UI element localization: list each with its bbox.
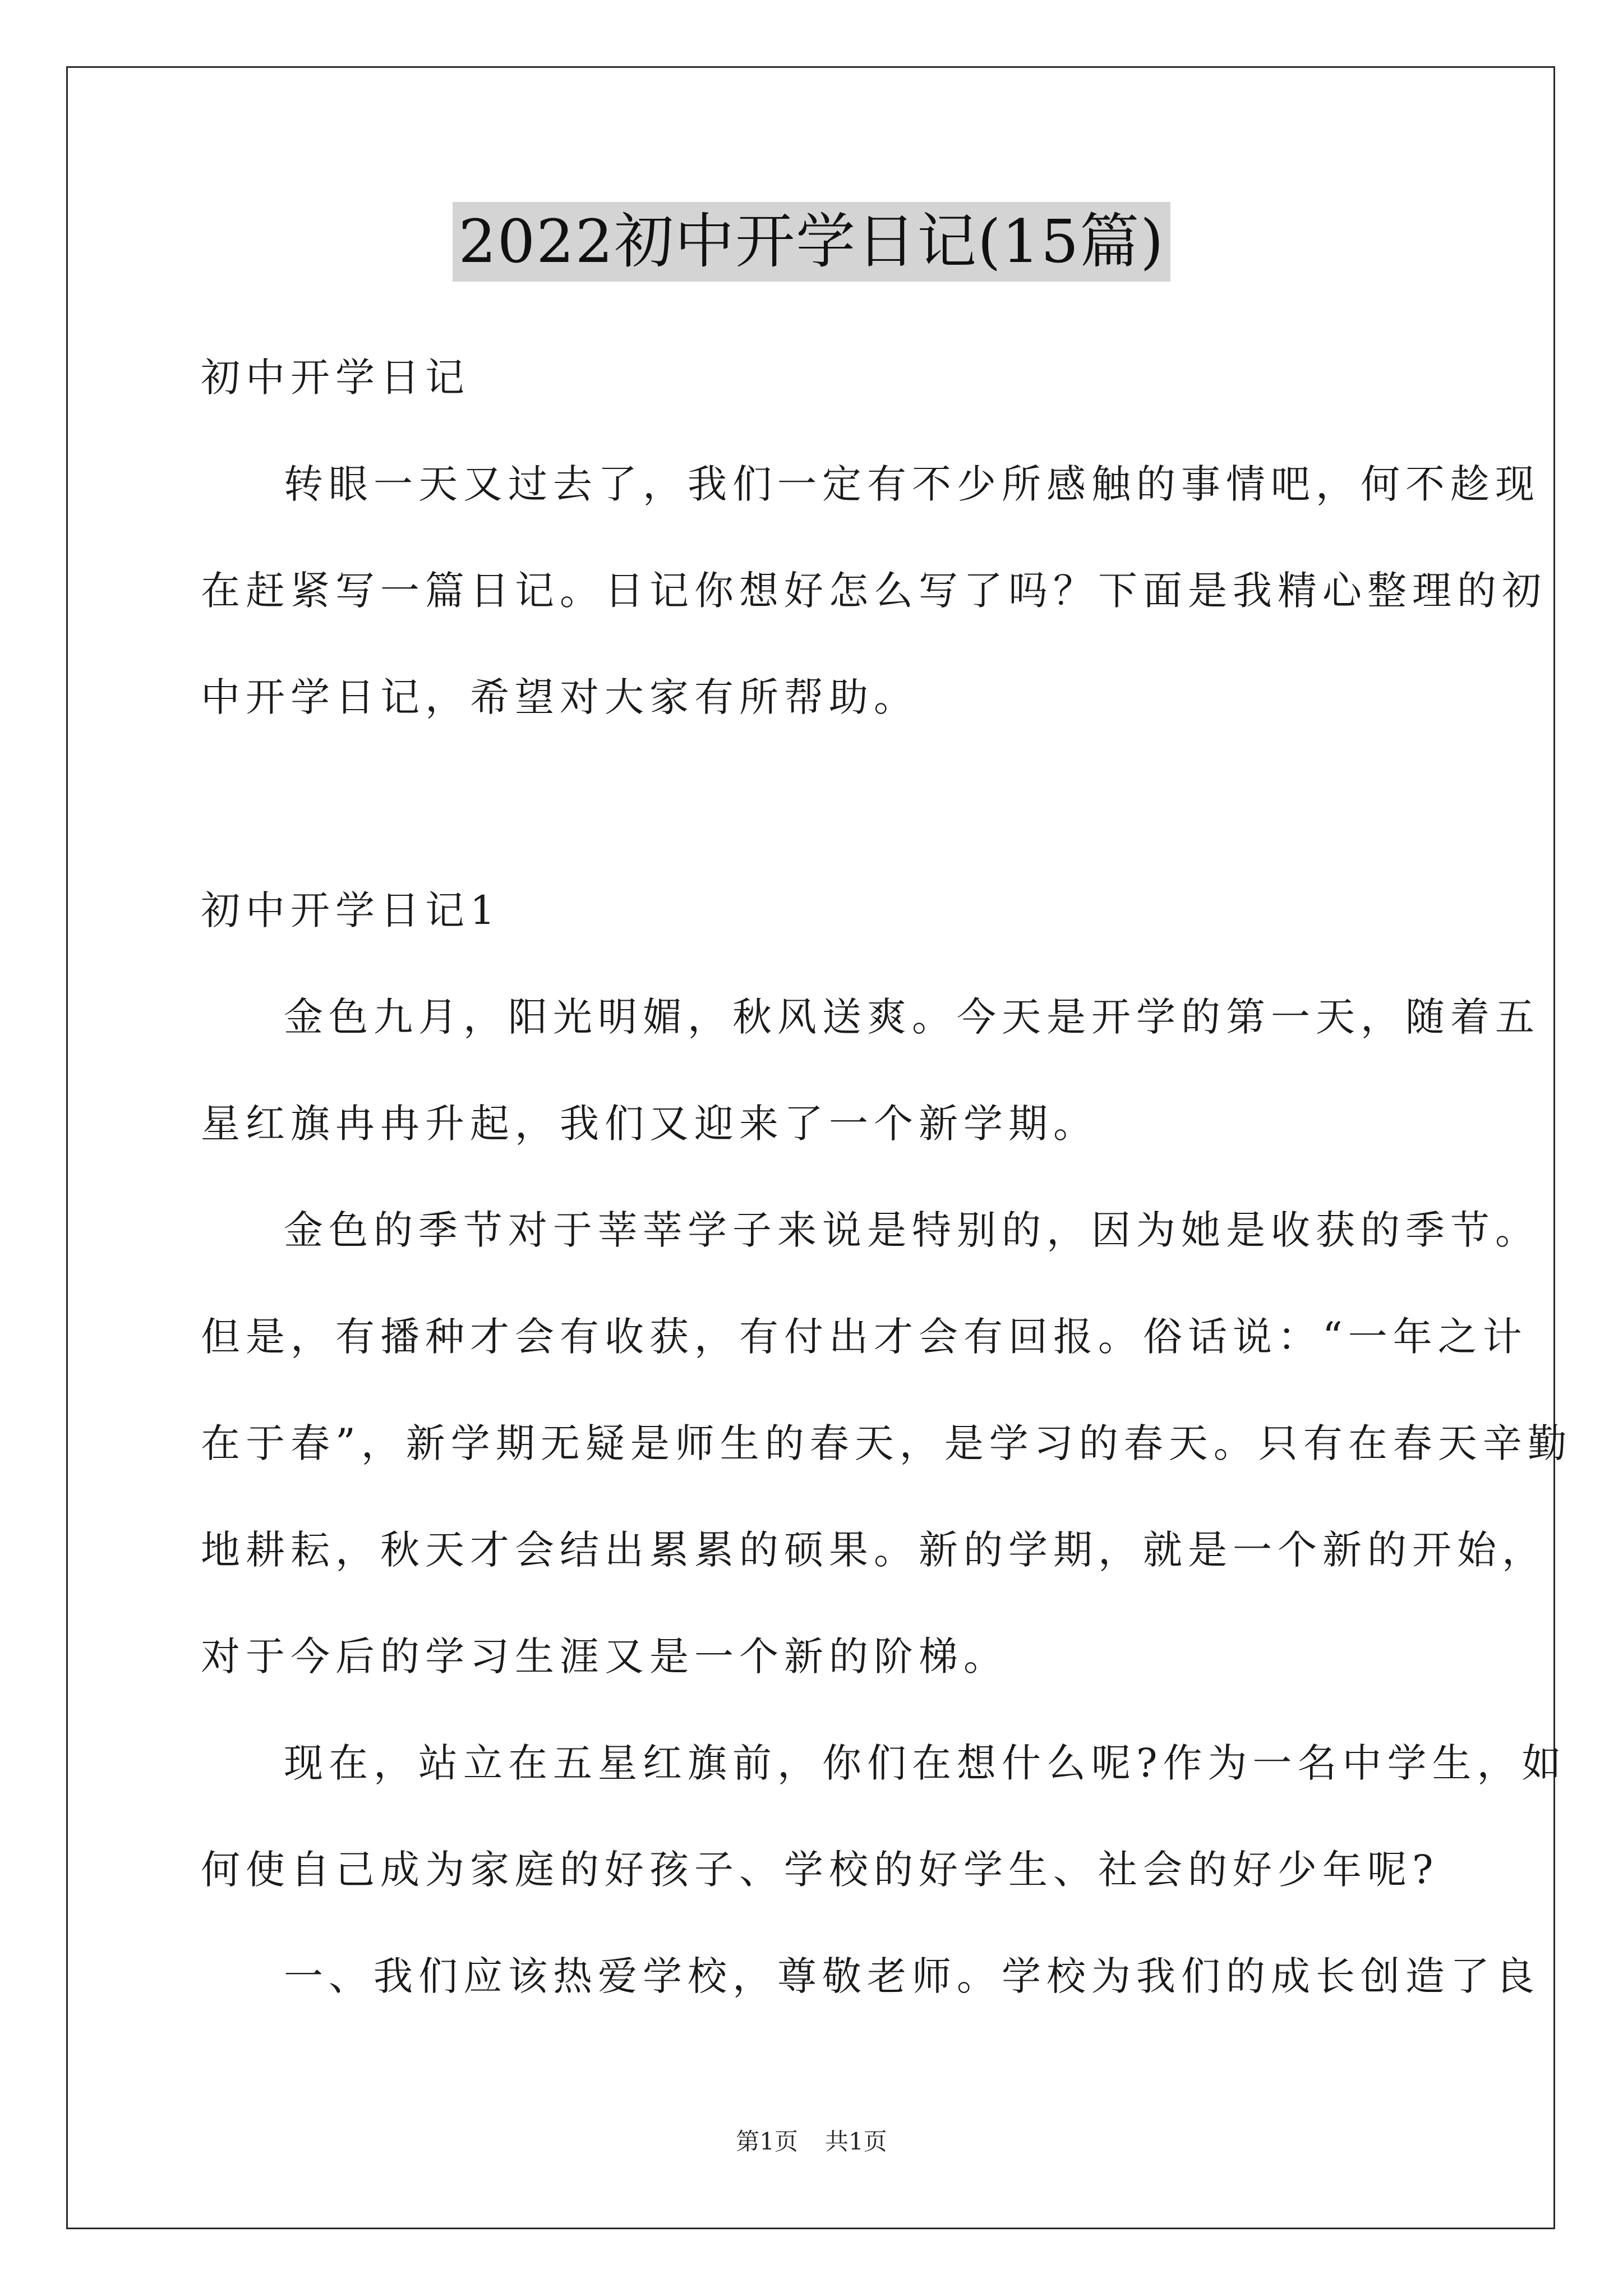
paragraph-3-line-1: 现在，站立在五星红旗前，你们在想什么呢?作为一名中学生，如: [284, 1740, 1567, 1786]
page-footer: [0, 2126, 1623, 2157]
paragraph-2-line-1: 金色的季节对于莘莘学子来说是特别的，因为她是收获的季节。: [284, 1207, 1540, 1253]
paragraph-2-line-2: 但是，有播种才会有收获，有付出才会有回报。俗话说：“一年之计: [201, 1314, 1528, 1360]
title-wrapper: [0, 202, 1623, 282]
paragraph-2-line-3: 在于春”，新学期无疑是师生的春天，是学习的春天。只有在春天辛勤: [201, 1420, 1573, 1466]
intro-line-1: 转眼一天又过去了，我们一定有不少所感触的事情吧，何不趁现: [284, 461, 1540, 507]
intro-line-2: 在赶紧写一篇日记。日记你想好怎么写了吗？下面是我精心整理的初: [201, 568, 1547, 614]
page-number: 第1页: [736, 2128, 798, 2155]
document-heading: 初中开学日记: [201, 355, 470, 401]
document-title: 2022初中开学日记(15篇): [453, 202, 1170, 282]
paragraph-2-line-4: 地耕耘，秋天才会结出累累的硕果。新的学期，就是一个新的开始，: [201, 1527, 1547, 1573]
paragraph-3-line-2: 何使自己成为家庭的好孩子、学校的好学生、社会的好少年呢?: [201, 1847, 1439, 1893]
paragraph-4-line-1: 一、我们应该热爱学校，尊敬老师。学校为我们的成长创造了良: [284, 1953, 1540, 1999]
paragraph-1-line-2: 星红旗冉冉升起，我们又迎来了一个新学期。: [201, 1101, 1098, 1147]
intro-line-3: 中开学日记，希望对大家有所帮助。: [201, 674, 919, 720]
section-heading: 初中开学日记1: [201, 887, 501, 933]
paragraph-1-line-1: 金色九月，阳光明媚，秋风送爽。今天是开学的第一天，随着五: [284, 994, 1540, 1040]
page-total: 共1页: [825, 2128, 887, 2155]
paragraph-2-line-5: 对于今后的学习生涯又是一个新的阶梯。: [201, 1634, 1008, 1680]
